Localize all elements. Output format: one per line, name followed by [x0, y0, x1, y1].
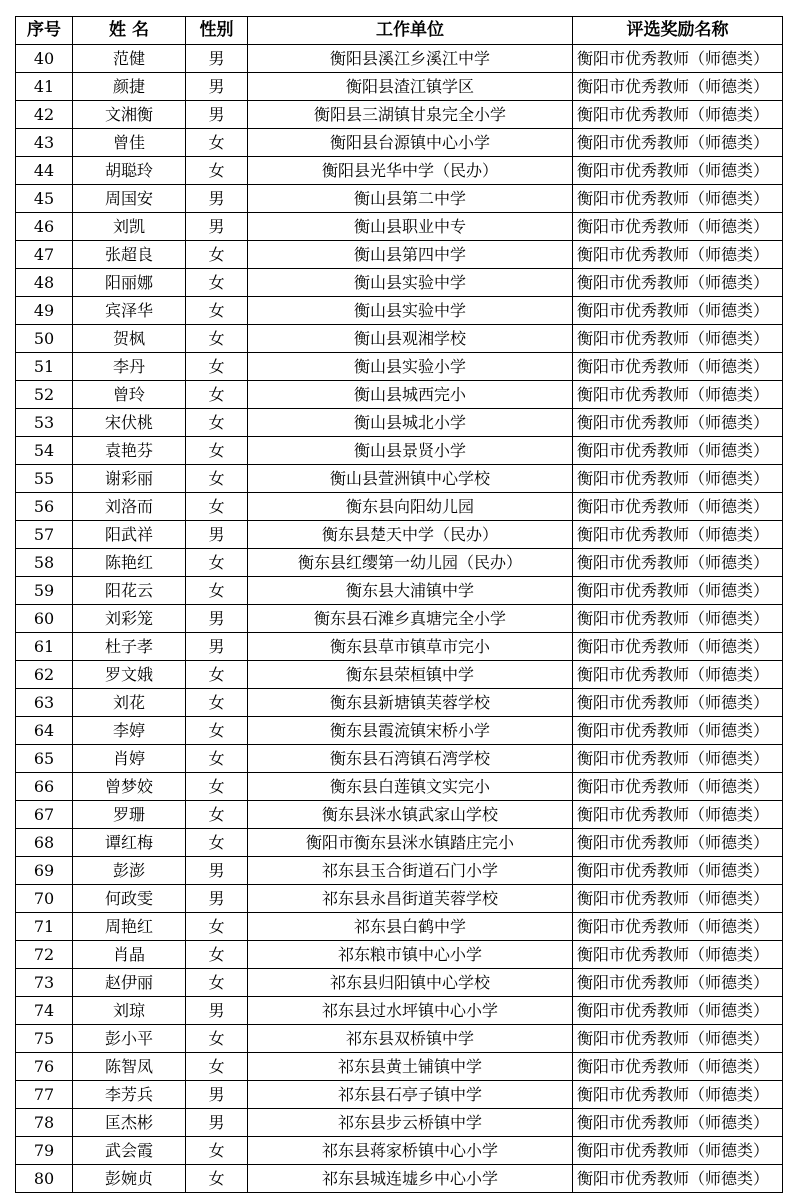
cell-sex: 男: [186, 633, 248, 661]
cell-sex: 女: [186, 269, 248, 297]
table-row: [16, 269, 783, 297]
cell-no: 61: [16, 633, 73, 661]
cell-no: 56: [16, 493, 73, 521]
cell-unit: 衡东县向阳幼儿园: [248, 493, 573, 521]
cell-sex: 女: [186, 493, 248, 521]
table-row: [16, 605, 783, 633]
cell-no: 53: [16, 409, 73, 437]
cell-unit: 衡山县职业中专: [248, 213, 573, 241]
cell-award: 衡阳市优秀教师（师德类）: [573, 437, 783, 465]
cell-award: 衡阳市优秀教师（师德类）: [573, 885, 783, 913]
cell-no: 80: [16, 1165, 73, 1193]
cell-no: 75: [16, 1025, 73, 1053]
cell-sex: 女: [186, 157, 248, 185]
cell-award: 衡阳市优秀教师（师德类）: [573, 297, 783, 325]
table-row: [16, 857, 783, 885]
cell-unit: 衡东县白莲镇文实完小: [248, 773, 573, 801]
cell-unit: 衡阳县溪江乡溪江中学: [248, 45, 573, 73]
cell-no: 46: [16, 213, 73, 241]
cell-sex: 男: [186, 605, 248, 633]
cell-award: 衡阳市优秀教师（师德类）: [573, 717, 783, 745]
header-no: 序号: [16, 17, 73, 45]
table-row: [16, 297, 783, 325]
cell-award: 衡阳市优秀教师（师德类）: [573, 381, 783, 409]
table-row: [16, 45, 783, 73]
cell-sex: 女: [186, 829, 248, 857]
cell-award: 衡阳市优秀教师（师德类）: [573, 661, 783, 689]
cell-name: 刘凯: [73, 213, 186, 241]
cell-award: 衡阳市优秀教师（师德类）: [573, 493, 783, 521]
table-row: [16, 745, 783, 773]
cell-no: 69: [16, 857, 73, 885]
cell-no: 78: [16, 1109, 73, 1137]
cell-name: 周国安: [73, 185, 186, 213]
cell-name: 刘花: [73, 689, 186, 717]
table-row: [16, 1165, 783, 1193]
cell-award: 衡阳市优秀教师（师德类）: [573, 829, 783, 857]
cell-award: 衡阳市优秀教师（师德类）: [573, 1081, 783, 1109]
table-row: [16, 829, 783, 857]
cell-no: 63: [16, 689, 73, 717]
table-row: [16, 1137, 783, 1165]
table-row: [16, 213, 783, 241]
cell-sex: 男: [186, 885, 248, 913]
cell-sex: 女: [186, 717, 248, 745]
header-row: [16, 17, 783, 45]
cell-award: 衡阳市优秀教师（师德类）: [573, 1025, 783, 1053]
table-row: [16, 633, 783, 661]
cell-unit: 衡东县新塘镇芙蓉学校: [248, 689, 573, 717]
cell-award: 衡阳市优秀教师（师德类）: [573, 241, 783, 269]
cell-sex: 女: [186, 409, 248, 437]
cell-award: 衡阳市优秀教师（师德类）: [573, 997, 783, 1025]
cell-sex: 女: [186, 773, 248, 801]
cell-sex: 女: [186, 941, 248, 969]
cell-no: 48: [16, 269, 73, 297]
table-row: [16, 381, 783, 409]
cell-name: 周艳红: [73, 913, 186, 941]
table-row: [16, 1053, 783, 1081]
cell-unit: 祁东县玉合街道石门小学: [248, 857, 573, 885]
cell-name: 武会霞: [73, 1137, 186, 1165]
cell-name: 贺枫: [73, 325, 186, 353]
cell-award: 衡阳市优秀教师（师德类）: [573, 801, 783, 829]
table-row: [16, 689, 783, 717]
cell-name: 曾玲: [73, 381, 186, 409]
cell-unit: 衡阳县渣江镇学区: [248, 73, 573, 101]
table-row: [16, 409, 783, 437]
cell-sex: 女: [186, 577, 248, 605]
cell-unit: 祁东县双桥镇中学: [248, 1025, 573, 1053]
cell-no: 42: [16, 101, 73, 129]
cell-name: 匡杰彬: [73, 1109, 186, 1137]
cell-unit: 衡东县霞流镇宋桥小学: [248, 717, 573, 745]
cell-unit: 衡东县石湾镇石湾学校: [248, 745, 573, 773]
table-row: [16, 661, 783, 689]
cell-unit: 衡阳县台源镇中心小学: [248, 129, 573, 157]
table-row: [16, 941, 783, 969]
cell-unit: 衡山县观湘学校: [248, 325, 573, 353]
cell-sex: 女: [186, 381, 248, 409]
cell-sex: 女: [186, 549, 248, 577]
table-row: [16, 1109, 783, 1137]
cell-no: 67: [16, 801, 73, 829]
cell-no: 41: [16, 73, 73, 101]
cell-unit: 祁东县白鹤中学: [248, 913, 573, 941]
cell-unit: 衡阳县光华中学（民办）: [248, 157, 573, 185]
cell-no: 66: [16, 773, 73, 801]
cell-no: 74: [16, 997, 73, 1025]
table-row: [16, 73, 783, 101]
header-name: 姓 名: [73, 17, 186, 45]
cell-unit: 衡山县实验中学: [248, 269, 573, 297]
cell-award: 衡阳市优秀教师（师德类）: [573, 185, 783, 213]
cell-name: 彭小平: [73, 1025, 186, 1053]
cell-no: 79: [16, 1137, 73, 1165]
cell-name: 曾梦姣: [73, 773, 186, 801]
cell-award: 衡阳市优秀教师（师德类）: [573, 969, 783, 997]
cell-no: 76: [16, 1053, 73, 1081]
table-row: [16, 353, 783, 381]
cell-no: 77: [16, 1081, 73, 1109]
cell-sex: 男: [186, 73, 248, 101]
cell-sex: 女: [186, 353, 248, 381]
cell-sex: 女: [186, 661, 248, 689]
table-row: [16, 549, 783, 577]
cell-no: 73: [16, 969, 73, 997]
cell-name: 文湘衡: [73, 101, 186, 129]
cell-unit: 祁东县黄土铺镇中学: [248, 1053, 573, 1081]
cell-unit: 衡东县楚天中学（民办）: [248, 521, 573, 549]
cell-award: 衡阳市优秀教师（师德类）: [573, 409, 783, 437]
cell-award: 衡阳市优秀教师（师德类）: [573, 941, 783, 969]
cell-unit: 祁东县蒋家桥镇中心小学: [248, 1137, 573, 1165]
cell-name: 刘洛而: [73, 493, 186, 521]
cell-unit: 衡山县萱洲镇中心学校: [248, 465, 573, 493]
cell-no: 44: [16, 157, 73, 185]
cell-award: 衡阳市优秀教师（师德类）: [573, 1137, 783, 1165]
cell-no: 55: [16, 465, 73, 493]
cell-name: 彭澎: [73, 857, 186, 885]
cell-name: 赵伊丽: [73, 969, 186, 997]
table-row: [16, 157, 783, 185]
table-row: [16, 129, 783, 157]
cell-award: 衡阳市优秀教师（师德类）: [573, 465, 783, 493]
cell-no: 70: [16, 885, 73, 913]
cell-name: 肖晶: [73, 941, 186, 969]
cell-name: 李丹: [73, 353, 186, 381]
cell-sex: 女: [186, 465, 248, 493]
cell-award: 衡阳市优秀教师（师德类）: [573, 73, 783, 101]
cell-sex: 男: [186, 1109, 248, 1137]
cell-unit: 衡山县第四中学: [248, 241, 573, 269]
cell-sex: 女: [186, 325, 248, 353]
cell-sex: 女: [186, 1165, 248, 1193]
table-row: [16, 101, 783, 129]
cell-name: 谢彩丽: [73, 465, 186, 493]
cell-sex: 男: [186, 1081, 248, 1109]
table-row: [16, 913, 783, 941]
cell-sex: 男: [186, 101, 248, 129]
cell-unit: 祁东县城连墟乡中心小学: [248, 1165, 573, 1193]
cell-name: 李婷: [73, 717, 186, 745]
cell-unit: 祁东县石亭子镇中学: [248, 1081, 573, 1109]
cell-unit: 衡东县洣水镇武家山学校: [248, 801, 573, 829]
cell-sex: 男: [186, 185, 248, 213]
table-row: [16, 325, 783, 353]
table-row: [16, 437, 783, 465]
cell-no: 51: [16, 353, 73, 381]
cell-name: 袁艳芬: [73, 437, 186, 465]
cell-name: 张超良: [73, 241, 186, 269]
cell-name: 范健: [73, 45, 186, 73]
cell-sex: 女: [186, 129, 248, 157]
cell-name: 肖婷: [73, 745, 186, 773]
cell-sex: 男: [186, 45, 248, 73]
cell-award: 衡阳市优秀教师（师德类）: [573, 689, 783, 717]
cell-unit: 祁东县步云桥镇中学: [248, 1109, 573, 1137]
cell-award: 衡阳市优秀教师（师德类）: [573, 129, 783, 157]
cell-unit: 衡东县荣桓镇中学: [248, 661, 573, 689]
cell-sex: 男: [186, 213, 248, 241]
cell-no: 47: [16, 241, 73, 269]
cell-unit: 衡东县大浦镇中学: [248, 577, 573, 605]
cell-unit: 衡山县城北小学: [248, 409, 573, 437]
cell-unit: 衡山县实验中学: [248, 297, 573, 325]
table-body: [16, 45, 783, 1193]
cell-sex: 女: [186, 437, 248, 465]
cell-name: 彭婉贞: [73, 1165, 186, 1193]
cell-sex: 女: [186, 801, 248, 829]
cell-name: 宾泽华: [73, 297, 186, 325]
cell-award: 衡阳市优秀教师（师德类）: [573, 1109, 783, 1137]
cell-name: 胡聪玲: [73, 157, 186, 185]
cell-award: 衡阳市优秀教师（师德类）: [573, 269, 783, 297]
cell-name: 杜子孝: [73, 633, 186, 661]
cell-unit: 祁东县归阳镇中心学校: [248, 969, 573, 997]
cell-award: 衡阳市优秀教师（师德类）: [573, 633, 783, 661]
cell-sex: 女: [186, 1025, 248, 1053]
cell-sex: 男: [186, 521, 248, 549]
cell-no: 57: [16, 521, 73, 549]
cell-sex: 男: [186, 997, 248, 1025]
cell-unit: 衡东县草市镇草市完小: [248, 633, 573, 661]
cell-sex: 女: [186, 1137, 248, 1165]
cell-no: 71: [16, 913, 73, 941]
header-sex: 性别: [186, 17, 248, 45]
table-row: [16, 493, 783, 521]
cell-award: 衡阳市优秀教师（师德类）: [573, 213, 783, 241]
cell-name: 陈智凤: [73, 1053, 186, 1081]
cell-award: 衡阳市优秀教师（师德类）: [573, 101, 783, 129]
cell-no: 72: [16, 941, 73, 969]
cell-no: 68: [16, 829, 73, 857]
cell-sex: 女: [186, 297, 248, 325]
cell-award: 衡阳市优秀教师（师德类）: [573, 577, 783, 605]
cell-name: 陈艳红: [73, 549, 186, 577]
cell-unit: 祁东县过水坪镇中心小学: [248, 997, 573, 1025]
cell-name: 谭红梅: [73, 829, 186, 857]
cell-name: 罗珊: [73, 801, 186, 829]
cell-name: 刘彩笼: [73, 605, 186, 633]
cell-no: 64: [16, 717, 73, 745]
cell-name: 曾佳: [73, 129, 186, 157]
cell-unit: 衡山县第二中学: [248, 185, 573, 213]
cell-name: 刘琼: [73, 997, 186, 1025]
cell-no: 54: [16, 437, 73, 465]
cell-name: 宋伏桃: [73, 409, 186, 437]
table-row: [16, 773, 783, 801]
table-row: [16, 717, 783, 745]
teacher-award-table: [15, 16, 783, 1193]
cell-name: 罗文娥: [73, 661, 186, 689]
cell-unit: 衡阳市衡东县洣水镇踏庄完小: [248, 829, 573, 857]
cell-no: 59: [16, 577, 73, 605]
header-award: 评选奖励名称: [573, 17, 783, 45]
cell-award: 衡阳市优秀教师（师德类）: [573, 745, 783, 773]
cell-award: 衡阳市优秀教师（师德类）: [573, 353, 783, 381]
cell-award: 衡阳市优秀教师（师德类）: [573, 549, 783, 577]
cell-name: 阳武祥: [73, 521, 186, 549]
cell-award: 衡阳市优秀教师（师德类）: [573, 605, 783, 633]
cell-name: 颜捷: [73, 73, 186, 101]
cell-sex: 男: [186, 857, 248, 885]
cell-no: 50: [16, 325, 73, 353]
cell-award: 衡阳市优秀教师（师德类）: [573, 45, 783, 73]
cell-award: 衡阳市优秀教师（师德类）: [573, 1053, 783, 1081]
cell-sex: 女: [186, 1053, 248, 1081]
cell-no: 40: [16, 45, 73, 73]
table-row: [16, 465, 783, 493]
cell-no: 52: [16, 381, 73, 409]
cell-no: 58: [16, 549, 73, 577]
cell-unit: 衡山县景贤小学: [248, 437, 573, 465]
cell-no: 45: [16, 185, 73, 213]
cell-no: 43: [16, 129, 73, 157]
table-row: [16, 1081, 783, 1109]
cell-name: 阳丽娜: [73, 269, 186, 297]
table-row: [16, 997, 783, 1025]
cell-unit: 祁东县永昌街道芙蓉学校: [248, 885, 573, 913]
table-row: [16, 577, 783, 605]
cell-name: 李芳兵: [73, 1081, 186, 1109]
header-unit: 工作单位: [248, 17, 573, 45]
cell-name: 阳花云: [73, 577, 186, 605]
table-row: [16, 185, 783, 213]
cell-no: 60: [16, 605, 73, 633]
table-row: [16, 241, 783, 269]
cell-unit: 衡山县实验小学: [248, 353, 573, 381]
table-row: [16, 1025, 783, 1053]
cell-award: 衡阳市优秀教师（师德类）: [573, 157, 783, 185]
table-row: [16, 521, 783, 549]
cell-award: 衡阳市优秀教师（师德类）: [573, 325, 783, 353]
cell-unit: 衡山县城西完小: [248, 381, 573, 409]
cell-sex: 女: [186, 913, 248, 941]
cell-unit: 衡阳县三湖镇甘泉完全小学: [248, 101, 573, 129]
cell-award: 衡阳市优秀教师（师德类）: [573, 913, 783, 941]
cell-sex: 女: [186, 241, 248, 269]
cell-unit: 祁东粮市镇中心小学: [248, 941, 573, 969]
cell-no: 62: [16, 661, 73, 689]
cell-unit: 衡东县石滩乡真塘完全小学: [248, 605, 573, 633]
table-row: [16, 801, 783, 829]
cell-award: 衡阳市优秀教师（师德类）: [573, 521, 783, 549]
cell-award: 衡阳市优秀教师（师德类）: [573, 773, 783, 801]
cell-sex: 女: [186, 969, 248, 997]
cell-sex: 女: [186, 689, 248, 717]
cell-no: 65: [16, 745, 73, 773]
cell-unit: 衡东县红缨第一幼儿园（民办）: [248, 549, 573, 577]
table-row: [16, 885, 783, 913]
cell-no: 49: [16, 297, 73, 325]
cell-award: 衡阳市优秀教师（师德类）: [573, 1165, 783, 1193]
table-row: [16, 969, 783, 997]
cell-sex: 女: [186, 745, 248, 773]
cell-award: 衡阳市优秀教师（师德类）: [573, 857, 783, 885]
cell-name: 何政雯: [73, 885, 186, 913]
